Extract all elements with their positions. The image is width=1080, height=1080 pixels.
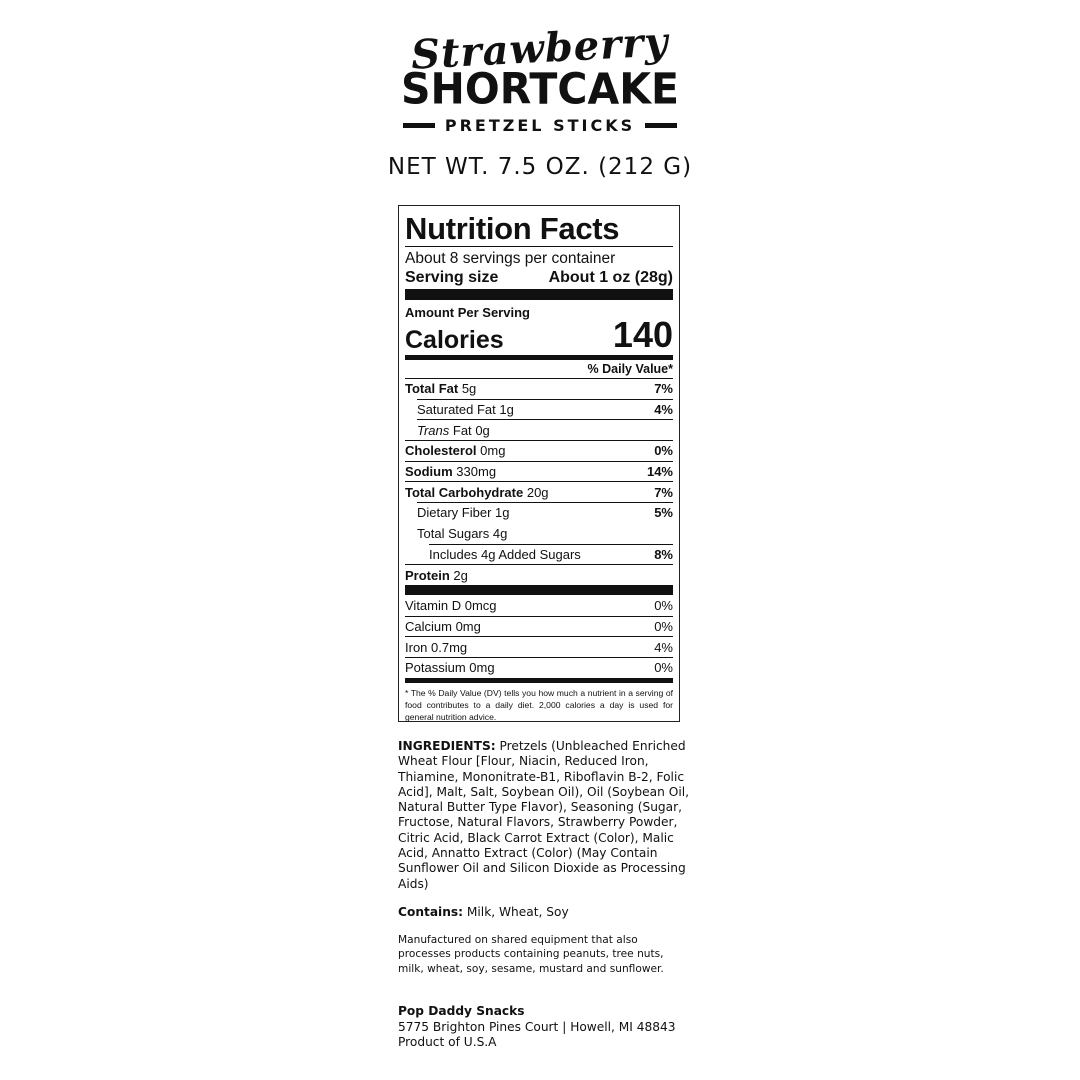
divider — [405, 246, 673, 247]
ingredients-label: INGREDIENTS: — [398, 739, 496, 753]
nutrient-dv: 4% — [654, 402, 673, 418]
nutrient-name: Total Sugars — [417, 525, 490, 541]
shared-equipment-notice: Manufactured on shared equipment that also processes products containing peanuts, tree nuts, milk, wheat, soy, sesame, mustard and sunflower. — [398, 934, 664, 975]
vitamin-dv: 0% — [654, 597, 673, 613]
nutrient-amount: 2g — [453, 567, 468, 583]
nutrient-row-cholesterol — [405, 440, 673, 461]
nutrient-row-total-sugars — [417, 523, 673, 544]
vitamins-section — [405, 595, 673, 678]
nutrient-amount: 0mg — [480, 443, 506, 459]
nutrient-row-trans-fat — [417, 419, 673, 440]
nutrient-name: Total Fat — [405, 381, 459, 397]
logo-script-text: Strawberry — [410, 18, 670, 79]
serving-size — [405, 268, 673, 287]
nutrient-row-added-sugars — [429, 544, 673, 565]
nutrition-title: Nutrition Facts — [405, 211, 620, 246]
logo-main-text: SHORTCAKE — [401, 63, 679, 115]
nutrient-name-rest: Fat — [452, 422, 472, 438]
nutrient-amount: 1g — [495, 505, 510, 521]
vitamin-label: Potassium 0mg — [405, 660, 495, 676]
nutrient-row-total-fat — [405, 378, 673, 399]
ingredients-block — [398, 739, 690, 892]
allergen-contains — [398, 905, 569, 919]
thick-divider — [405, 585, 673, 595]
nutrition-facts-panel — [398, 205, 680, 722]
nutrient-name: Sodium — [405, 464, 453, 480]
nutrient-dv: 7% — [654, 381, 673, 397]
contains-text: Milk, Wheat, Soy — [463, 905, 569, 919]
daily-value-footnote: * The % Daily Value (DV) tells you how much a nutrient in a serving of food contributes to a daily diet. 2,000 calories a day is used for general nutrition advice. — [405, 687, 673, 723]
serving-size-value: About 1 oz (28g) — [548, 269, 673, 286]
calories-row — [405, 316, 673, 354]
nutrient-dv: 5% — [654, 505, 673, 521]
daily-value-header: % Daily Value* — [587, 362, 673, 376]
nutrient-dv: 14% — [646, 464, 673, 480]
servings-per-container: About 8 servings per container — [405, 250, 616, 267]
contains-label: Contains: — [398, 905, 464, 919]
nutrient-name: Dietary Fiber — [417, 505, 492, 521]
country-of-origin: Product of U.S.A — [398, 1035, 497, 1049]
logo-subtitle-text: PRETZEL STICKS — [444, 116, 636, 135]
company-address: 5775 Brighton Pines Court | Howell, MI 48843 — [398, 1019, 676, 1034]
net-weight: NET WT. 7.5 OZ. (212 G) — [387, 154, 693, 180]
vitamin-label: Vitamin D 0mcg — [405, 597, 497, 613]
nutrient-amount: 20g — [526, 484, 549, 500]
vitamin-row-calcium — [405, 616, 673, 637]
nutrient-name: Saturated Fat — [417, 402, 496, 418]
company-name: Pop Daddy Snacks — [398, 1004, 525, 1018]
logo-subtitle — [395, 116, 685, 135]
vitamin-row-iron — [405, 636, 673, 657]
calories-label: Calories — [405, 326, 504, 354]
vitamin-dv: 0% — [654, 660, 673, 676]
vitamin-dv: 0% — [654, 618, 673, 634]
vitamin-label: Iron 0.7mg — [405, 639, 468, 655]
nutrient-name: Total Carbohydrate — [405, 484, 524, 500]
vitamin-row-vitamin-d — [405, 595, 673, 616]
nutrient-amount: 1g — [499, 402, 514, 418]
calories-value: 140 — [612, 314, 673, 355]
nutrient-dv: 7% — [654, 484, 673, 500]
thick-divider — [405, 289, 673, 300]
logo-divider-left — [403, 123, 435, 128]
nutrient-dv: 0% — [654, 443, 673, 459]
amount-per-serving: Amount Per Serving — [405, 305, 530, 320]
ingredients-text: Pretzels (Unbleached Enriched Wheat Flour [Flour, Niacin, Reduced Iron, Thiamine, Mononitrate-B1, Riboflavin B-2, Folic Acid], Malt, Salt, Soybean Oil), Oil (Soybean Oil, Natural Butter Type Flavor), Seasoning (Sugar, Fructose, Natural Flavors, Strawberry Powder, Citric Acid, Black Carrot Extract (Color), Malic Acid, Annatto Extract (Color) (May Contain Sunflower Oil and Silicon Dioxide as Processing Aids) — [398, 739, 689, 891]
nutrient-amount: 4g — [492, 525, 508, 541]
nutrient-row-total-carbohydrate — [405, 481, 673, 502]
nutrient-row-protein — [405, 564, 673, 585]
nutrient-row-saturated-fat — [417, 399, 673, 420]
nutrient-name: Protein — [405, 567, 450, 583]
nutrient-amount: 0g — [475, 422, 490, 438]
logo-divider-right — [645, 123, 677, 128]
nutrient-name: Cholesterol — [405, 443, 477, 459]
medium-divider — [405, 678, 673, 683]
nutrient-name: Includes 4g Added Sugars — [429, 546, 581, 562]
nutrient-amount: 5g — [461, 381, 477, 397]
vitamin-label: Calcium 0mg — [405, 618, 481, 634]
nutrient-row-dietary-fiber — [417, 502, 673, 523]
nutrient-name: Trans — [417, 422, 450, 438]
company-info — [398, 1004, 698, 1051]
nutrient-dv: 8% — [654, 546, 673, 562]
brand-logo — [395, 18, 685, 135]
nutrient-amount: 330mg — [456, 464, 497, 480]
vitamin-row-potassium — [405, 657, 673, 678]
nutrient-row-sodium — [405, 461, 673, 482]
vitamin-dv: 4% — [654, 639, 673, 655]
serving-size-label: Serving size — [405, 269, 499, 286]
